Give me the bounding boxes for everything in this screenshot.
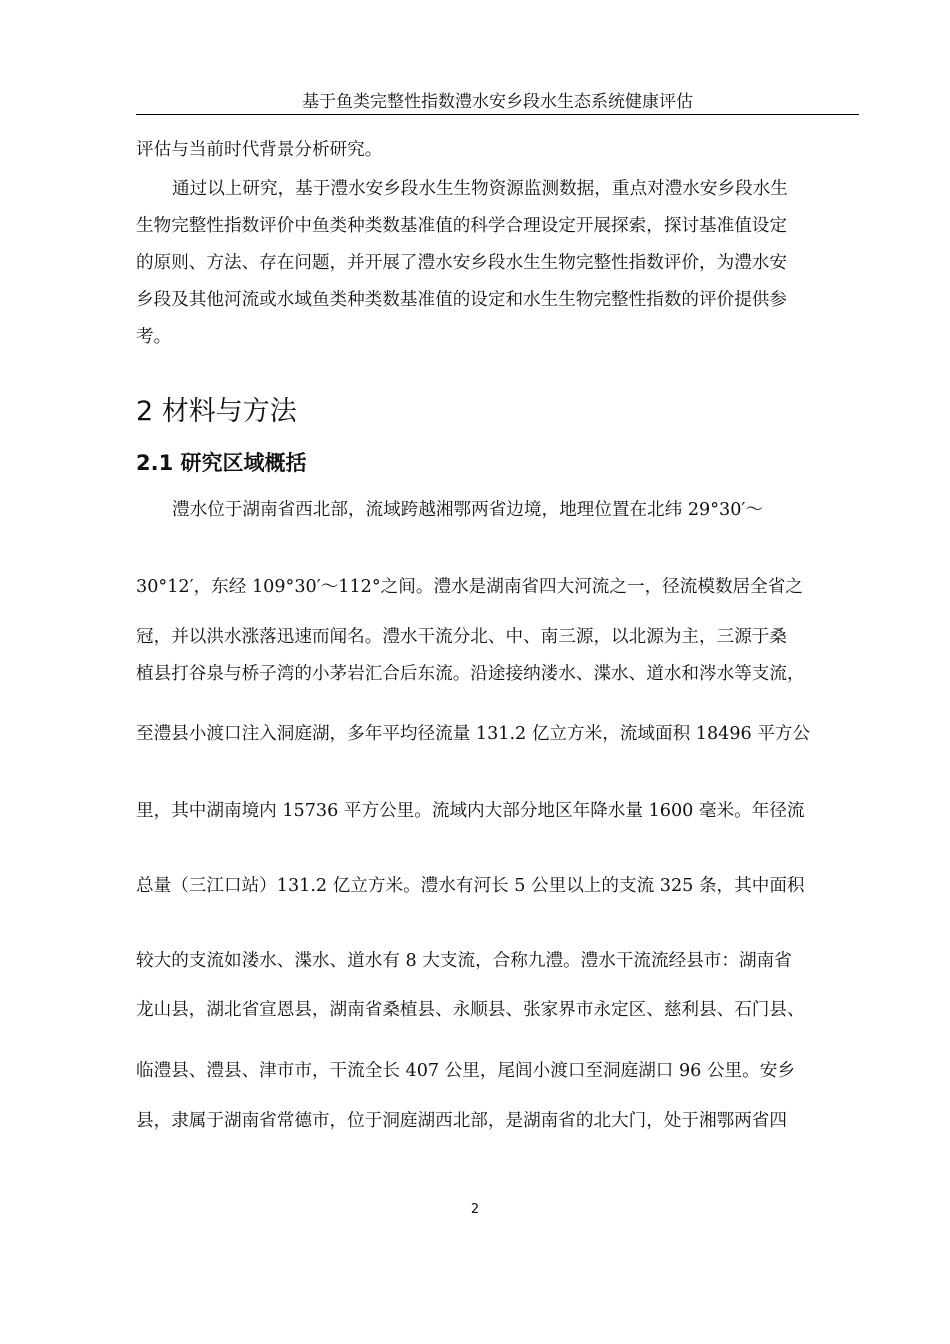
header-divider (136, 114, 859, 115)
paragraph-line: 评估与当前时代背景分析研究。 (136, 140, 383, 160)
paragraph-line: 通过以上研究，基于澧水安乡段水生生物资源监测数据，重点对澧水安乡段水生 (172, 179, 788, 199)
paragraph-line: 里，其中湖南境内 15736 平方公里。流域内大部分地区年降水量 1600 毫米。年径流 (136, 801, 805, 821)
paragraph-line: 至澧县小渡口注入洞庭湖，多年平均径流量 131.2 亿立方米，流域面积 18496 平方公 (136, 724, 811, 744)
paragraph-line: 植县打谷泉与桥子湾的小茅岩汇合后东流。沿途接纳溇水、渫水、道水和涔水等支流， (136, 664, 805, 684)
page-number: 2 (470, 1202, 480, 1217)
paragraph-line: 的原则、方法、存在问题，并开展了澧水安乡段水生生物完整性指数评价，为澧水安 (136, 253, 787, 273)
paragraph-line: 较大的支流如溇水、渫水、道水有 8 大支流，合称九澧。澧水干流流经县市：湖南省 (136, 951, 792, 971)
paragraph-line: 总量（三江口站）131.2 亿立方米。澧水有河长 5 公里以上的支流 325 条，其中面积 (136, 876, 805, 896)
paragraph-line: 乡段及其他河流或水域鱼类种类数基准值的设定和水生生物完整性指数的评价提供参 (136, 290, 787, 310)
paragraph-line: 龙山县，湖北省宣恩县，湖南省桑植县、永顺县、张家界市永定区、慈利县、石门县、 (136, 1000, 805, 1020)
paragraph-line: 临澧县、澧县、津市市，干流全长 407 公里，尾闾小渡口至洞庭湖口 96 公里。安乡 (136, 1061, 795, 1081)
paragraph-line: 考。 (136, 327, 172, 347)
paragraph-line: 生物完整性指数评价中鱼类种类数基准值的科学合理设定开展探索，探讨基准值设定 (136, 216, 787, 236)
paragraph-line: 县，隶属于湖南省常德市，位于洞庭湖西北部，是湖南省的北大门，处于湘鄂两省四 (136, 1111, 787, 1131)
paragraph-line: 冠，并以洪水涨落迅速而闻名。澧水干流分北、中、南三源，以北源为主，三源于桑 (136, 627, 787, 647)
running-header: 基于鱼类完整性指数澧水安乡段水生态系统健康评估 (302, 92, 693, 112)
subsection-heading: 2.1 研究区域概括 (136, 451, 307, 475)
section-heading: 2 材料与方法 (136, 396, 297, 427)
paragraph-line: 30°12′，东经 109°30′～112°之间。澧水是湖南省四大河流之一，径流模数居全省之 (136, 577, 803, 597)
paragraph-line: 澧水位于湖南省西北部，流域跨越湘鄂两省边境，地理位置在北纬 29°30′～ (172, 500, 763, 520)
